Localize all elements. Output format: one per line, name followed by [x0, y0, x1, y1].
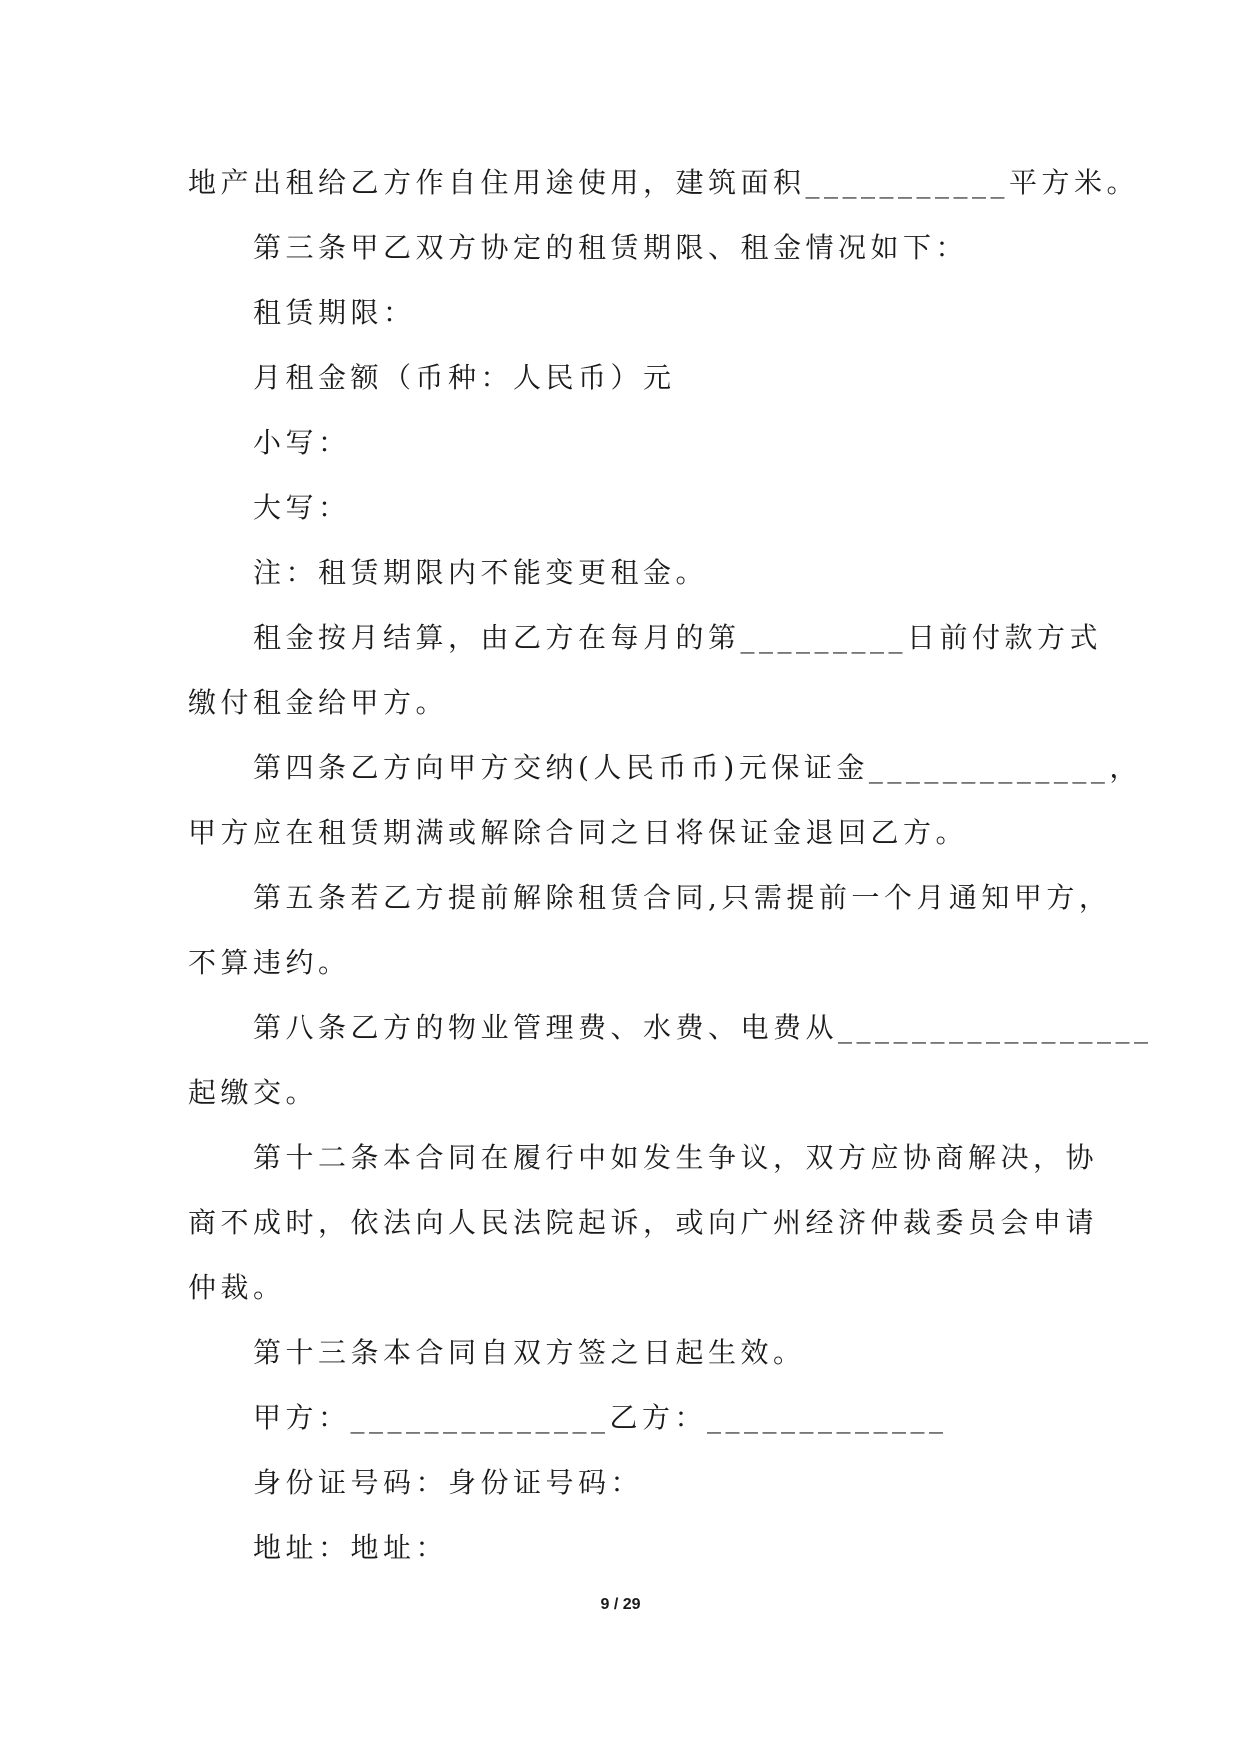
text-line-2: 第三条甲乙双方协定的租赁期限、租金情况如下：: [253, 231, 969, 264]
text-line-16: 第十二条本合同在履行中如发生争议，双方应协商解决，协: [253, 1141, 1099, 1174]
text-line-3: 租赁期限：: [253, 296, 416, 329]
text-line-10: 第四条乙方向甲方交纳(人民币币)元保证金_____________，: [253, 751, 1142, 784]
text-line-15: 起缴交。: [188, 1076, 319, 1109]
text-line-19: 第十三条本合同自双方签之日起生效。: [253, 1336, 806, 1369]
page-number: 9 / 29: [600, 1596, 641, 1613]
text-line-6: 大写：: [253, 491, 351, 524]
text-line-11: 甲方应在租赁期满或解除合同之日将保证金退回乙方。: [188, 816, 969, 849]
text-line-21: 身份证号码：身份证号码：: [253, 1466, 644, 1499]
text-line-8: 租金按月结算，由乙方在每月的第_________日前付款方式: [253, 621, 1103, 654]
text-line-4: 月租金额（币种：人民币）元: [253, 361, 676, 394]
text-line-7: 注：租赁期限内不能变更租金。: [253, 556, 709, 589]
text-line-9: 缴付租金给甲方。: [188, 686, 449, 719]
text-line-20: 甲方：______________乙方：_____________: [253, 1401, 948, 1434]
text-line-14: 第八条乙方的物业管理费、水费、电费从_________________: [253, 1011, 1153, 1044]
text-line-12: 第五条若乙方提前解除租赁合同,只需提前一个月通知甲方，: [253, 881, 1112, 914]
text-line-13: 不算违约。: [188, 946, 351, 979]
text-line-1: 地产出租给乙方作自住用途使用，建筑面积___________平方米。: [188, 166, 1140, 199]
text-line-5: 小写：: [253, 426, 351, 459]
text-line-18: 仲裁。: [188, 1271, 286, 1304]
text-line-22: 地址：地址：: [253, 1531, 449, 1564]
text-line-17: 商不成时，依法向人民法院起诉，或向广州经济仲裁委员会申请: [188, 1206, 1099, 1239]
